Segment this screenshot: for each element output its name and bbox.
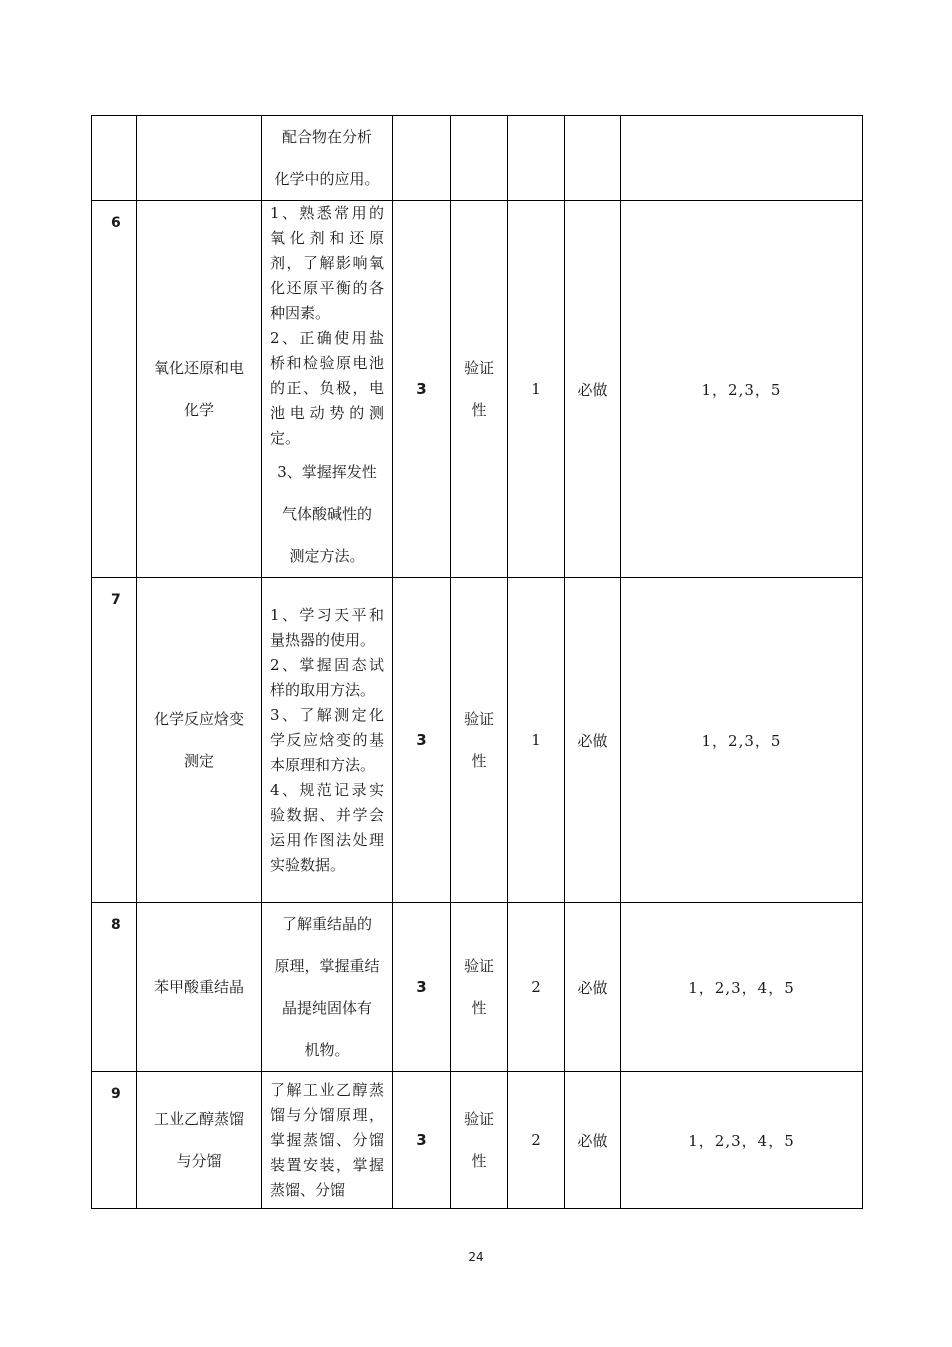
objectives-cell: [262, 578, 393, 903]
requirement-cell: [565, 116, 621, 201]
group-size-cell: [508, 903, 565, 1072]
supported-goals-cell-text: 1，2,3，5: [701, 731, 782, 750]
objective-paragraph: 3、了解测定化学反应焓变的基本原理和方法。: [270, 705, 384, 774]
supported-goals-cell: [621, 903, 863, 1072]
objective-line: 原理，掌握重结: [274, 957, 380, 975]
objective-paragraph: 4、规范记录实验数据、并学会运用作图法处理实验数据。: [270, 780, 384, 874]
objective-line: 了解重结晶的: [281, 915, 372, 933]
experiment-name-cell: [137, 903, 262, 1072]
objective-paragraph: 1、熟悉常用的氧化剂和还原剂，了解影响氧化还原平衡的各种因素。: [270, 204, 384, 322]
objective-line: 气体酸碱性的: [281, 505, 372, 523]
group-size-cell-text: 1: [531, 380, 541, 398]
row-number-cell: [92, 116, 137, 201]
objective-line: 3、掌握挥发性: [277, 463, 377, 481]
experiment-type-cell-text: 验证性: [463, 1110, 494, 1170]
objective-paragraph: 1、学习天平和量热器的使用。: [270, 605, 384, 649]
objective-paragraph: 2、正确使用盐桥和检验原电池的正、负极，电池电动势的测定。: [270, 329, 384, 447]
experiment-name-cell: [137, 1072, 262, 1209]
objectives-cell: [262, 201, 393, 578]
hours-cell: [393, 1072, 451, 1209]
row-number-cell-text: 8: [111, 917, 121, 933]
group-size-cell: [508, 116, 565, 201]
objective-line: 化学中的应用。: [274, 170, 380, 188]
row-number-cell: [92, 1072, 137, 1209]
experiment-type-cell-text: 验证性: [463, 957, 494, 1017]
experiment-name-cell-text: 苯甲酸重结晶: [153, 978, 244, 996]
group-size-cell: [508, 201, 565, 578]
supported-goals-cell: [621, 578, 863, 903]
table-row: [92, 116, 863, 201]
supported-goals-cell-text: 1，2,3，4，5: [688, 1131, 795, 1150]
objectives-cell: [262, 903, 393, 1072]
row-number-cell-text: 7: [111, 592, 121, 608]
hours-cell: [393, 116, 451, 201]
objectives-cell: [262, 116, 393, 201]
table-body: [92, 116, 863, 1209]
row-number-cell-text: 6: [111, 215, 121, 231]
objective-paragraph: 了解工业乙醇蒸馏与分馏原理，掌握蒸馏、分馏装置安装，掌握蒸馏、分馏: [270, 1080, 384, 1199]
experiment-name-cell: [137, 116, 262, 201]
hours-cell: [393, 578, 451, 903]
hours-cell-text: 3: [416, 731, 427, 749]
requirement-cell: [565, 903, 621, 1072]
row-number-cell: [92, 578, 137, 903]
experiment-type-cell: [451, 903, 508, 1072]
objective-line: 配合物在分析: [281, 128, 372, 146]
objective-line: 机物。: [304, 1041, 350, 1059]
group-size-cell-text: 1: [531, 731, 541, 749]
experiment-table: [91, 115, 863, 1209]
requirement-cell-text: 必做: [577, 380, 608, 399]
row-number-cell-text: 9: [111, 1086, 121, 1102]
table-row: [92, 903, 863, 1072]
experiment-name-cell-text: 化学反应焓变测定: [153, 710, 244, 770]
supported-goals-cell: [621, 116, 863, 201]
row-number-cell-text: [92, 116, 136, 130]
experiment-name-cell-text: 工业乙醇蒸馏与分馏: [153, 1110, 244, 1170]
supported-goals-cell-text: 1，2,3，5: [701, 380, 782, 399]
experiment-type-cell: [451, 1072, 508, 1209]
objectives-cell: [262, 1072, 393, 1209]
requirement-cell: [565, 1072, 621, 1209]
experiment-type-cell-text: 验证性: [463, 359, 494, 419]
experiment-name-cell: [137, 578, 262, 903]
supported-goals-cell: [621, 201, 863, 578]
group-size-cell: [508, 578, 565, 903]
hours-cell-text: 3: [416, 1131, 427, 1149]
requirement-cell-text: 必做: [577, 1131, 608, 1150]
supported-goals-cell: [621, 1072, 863, 1209]
group-size-cell: [508, 1072, 565, 1209]
supported-goals-cell-text: 1，2,3，4，5: [688, 978, 795, 997]
experiment-type-cell: [451, 578, 508, 903]
row-number-cell: [92, 903, 137, 1072]
experiment-type-cell: [451, 116, 508, 201]
experiment-name-cell-text: 氧化还原和电化学: [153, 359, 244, 419]
table-row: [92, 201, 863, 578]
page-number: 24: [468, 1250, 484, 1264]
requirement-cell: [565, 201, 621, 578]
group-size-cell-text: 2: [531, 978, 541, 996]
experiment-type-cell-text: 验证性: [463, 710, 494, 770]
objective-line: 晶提纯固体有: [281, 999, 372, 1017]
experiment-type-cell: [451, 201, 508, 578]
experiment-name-cell: [137, 201, 262, 578]
requirement-cell-text: 必做: [577, 978, 608, 997]
hours-cell-text: 3: [416, 380, 427, 398]
requirement-cell: [565, 578, 621, 903]
table-row: [92, 578, 863, 903]
objective-line: 测定方法。: [289, 547, 365, 565]
group-size-cell-text: 2: [531, 1131, 541, 1149]
hours-cell-text: 3: [416, 978, 427, 996]
objective-paragraph: 2、掌握固态试样的取用方法。: [270, 655, 384, 699]
table-row: [92, 1072, 863, 1209]
hours-cell: [393, 201, 451, 578]
row-number-cell: [92, 201, 137, 578]
hours-cell: [393, 903, 451, 1072]
requirement-cell-text: 必做: [577, 731, 608, 750]
